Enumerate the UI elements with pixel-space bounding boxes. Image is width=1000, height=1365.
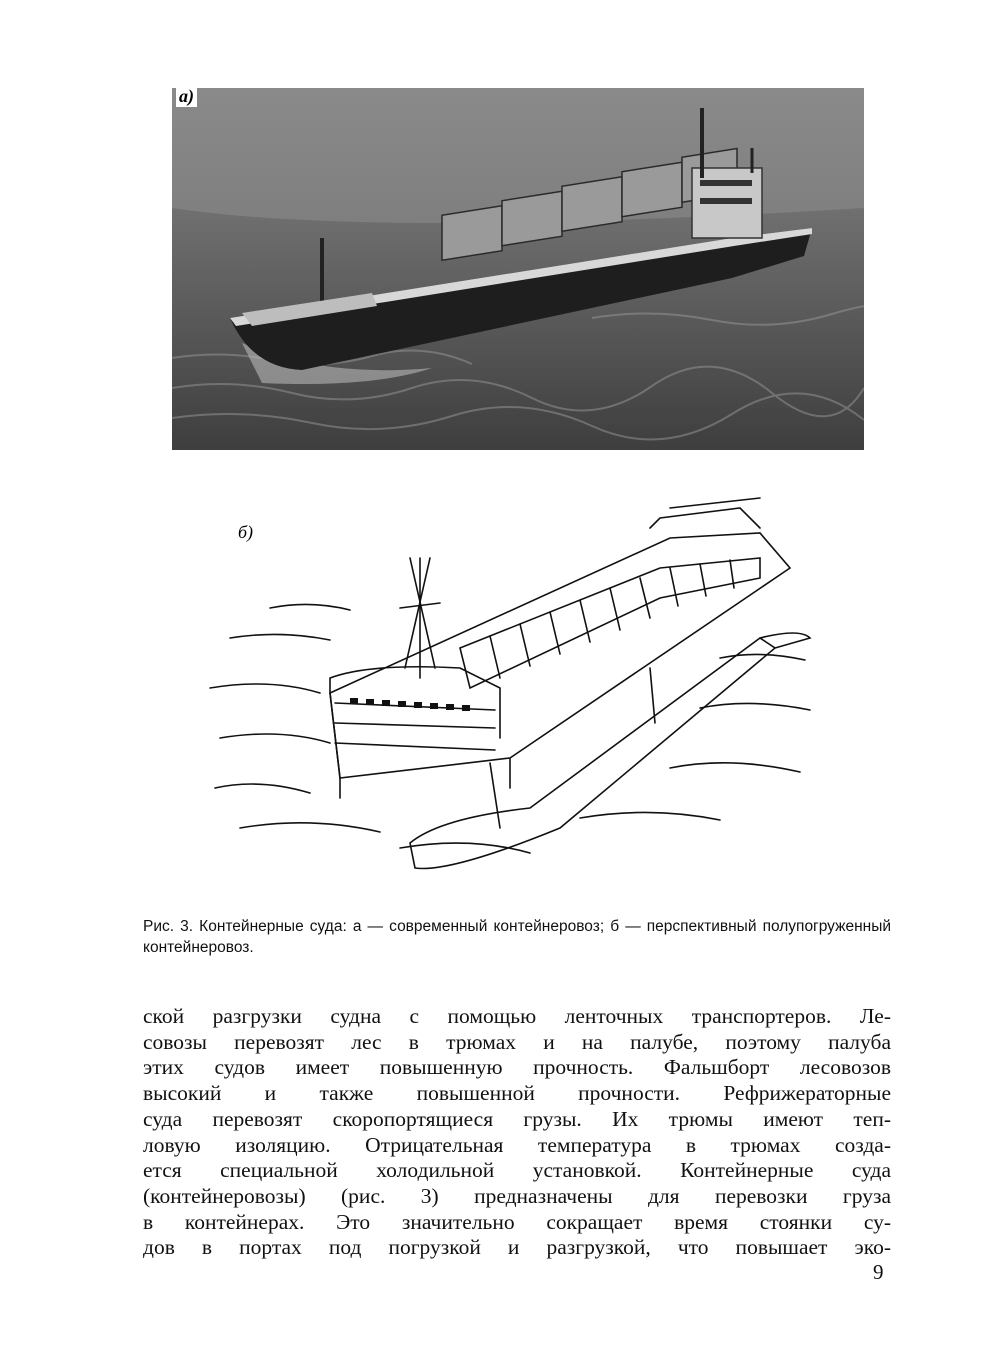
text-line: этих судов имеет повышенную прочность. Фальшборт лесовозов: [143, 1055, 891, 1080]
text-line: дов в портах под погрузкой и разгрузкой, что повышает эко-: [143, 1235, 891, 1260]
panel-label-a: а): [176, 86, 197, 107]
text-line: ской разгрузки судна с помощью ленточных транспортеров. Ле-: [143, 1004, 891, 1028]
container-ship-photo: [172, 88, 864, 450]
body-text: [143, 1004, 891, 1261]
text-line: высокий и также повышенной прочности. Рефрижераторные: [143, 1081, 891, 1106]
text-line: ловую изоляцию. Отрицательная температура в трюмах созда-: [143, 1132, 891, 1157]
text-line: в контейнерах. Это значительно сокращает время стоянки су-: [143, 1209, 891, 1234]
text-line: ется специальной холодильной установкой. Контейнерные суда: [143, 1158, 891, 1183]
text-line: (контейнеровозы) (рис. 3) предназначены для перевозки груза: [143, 1183, 891, 1208]
figure-caption: Рис. 3. Контейнерные суда: а — современный контейнеровоз; б — перспективный полупогруженный контейнеровоз.: [143, 918, 891, 956]
panel-label-b: б): [238, 522, 254, 542]
text-line: совозы перевозят лес в трюмах и на палубе, поэтому палуба: [143, 1029, 891, 1054]
page-number: 9: [873, 1260, 884, 1284]
semi-submerged-ship-drawing: [200, 488, 820, 896]
text-line: суда перевозят скоропортящиеся грузы. Их трюмы имеют теп-: [143, 1106, 891, 1131]
